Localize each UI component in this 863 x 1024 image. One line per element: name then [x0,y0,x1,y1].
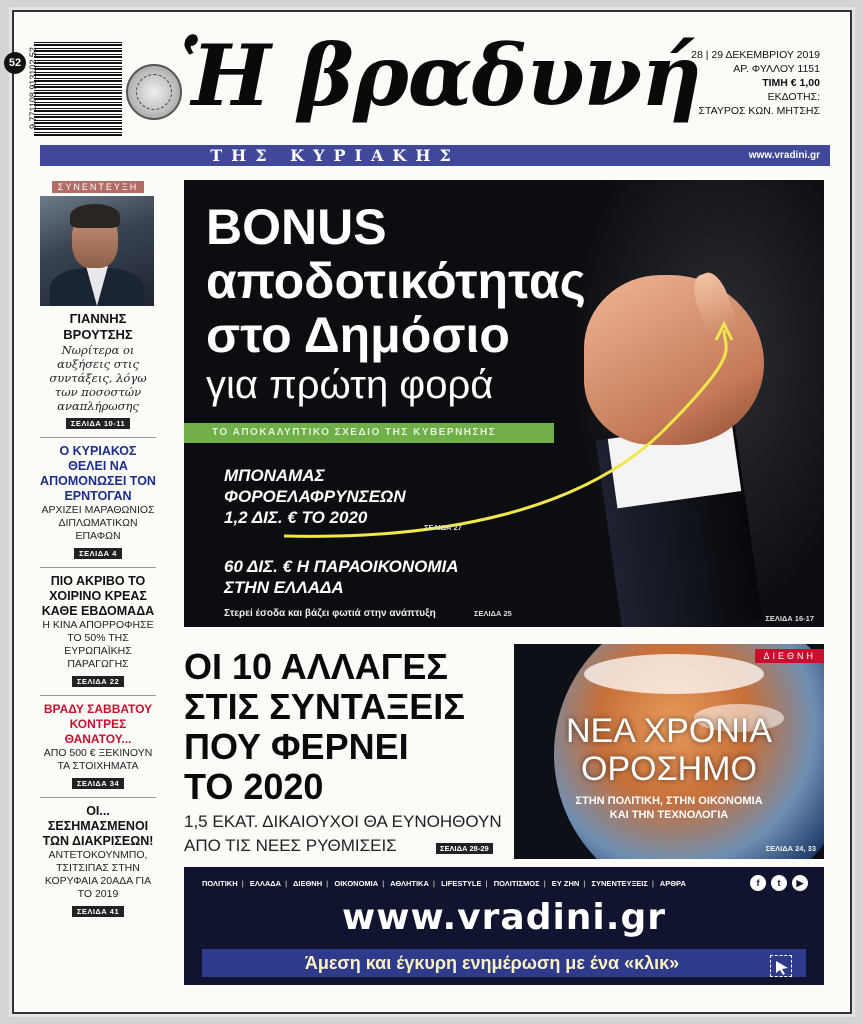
lead-headline-line: BONUS [206,199,387,255]
subheadline-line: ΑΠΟ ΤΙΣ ΝΕΕΣ ΡΥΘΜΙΣΕΙΣ [184,836,397,855]
cursor-click-icon [770,955,792,977]
lead-headline-line: στο Δημόσιο [206,307,510,363]
newspaper-page [8,10,852,1014]
divider [40,567,156,568]
headline-line: ΟΡΟΣΗΜΟ [581,750,757,788]
interview-portrait [40,196,154,306]
page-ref: ΣΕΛΙΔΑ 4 [74,548,122,559]
nav-item-arthra[interactable]: ΑΡΘΡΑ [659,879,686,888]
social-icons [750,875,808,891]
footer-nav: ΠΟΛΙΤΙΚΗ | ΕΛΛΑΔΑ | ΔΙΕΘΝΗ | ΟΙΚΟΝΟΜΙΑ | ΑΘΛΗΤΙΚΑ | LIFESTYLE | ΠΟΛΙΤΙΣΜΟΣ | ΕΥ ΖΗΝ | ΣΥΝΕΝΤΕΥΞΕΙΣ | ΑΡΘΡΑ [202,879,686,888]
footer-tagline: Άμεση και έγκυρη ενημέρωση με ένα «κλικ» [304,953,680,973]
issue-badge: 52 [4,52,26,74]
page-ref: ΣΕΛΙΔΑ 28-29 [436,843,493,854]
page-ref: ΣΕΛΙΔΑ 16-17 [765,614,814,623]
publisher-label: ΕΚΔΟΤΗΣ: [767,91,820,103]
sidebar-story[interactable] [40,702,156,791]
interview-name-first: ΓΙΑΝΝΗΣ [69,311,127,326]
page-ref: ΣΕΛΙΔΑ 25 [474,609,512,618]
nav-item-oikonomia[interactable]: ΟΙΚΟΝΟΜΙΑ [334,879,379,888]
subitem-line: 60 ΔΙΣ. € Η ΠΑΡΑΟΙΚΟΝΟΜΙΑ [224,557,459,576]
seal-logo-icon [126,64,182,120]
story-headline: ΟΙ... ΣΕΣΗΜΑΣΜΕΝΟΙ ΤΩΝ ΔΙΑΚΡΙΣΕΩΝ! [42,804,154,848]
page-ref: ΣΕΛΙΔΑ 24, 33 [765,844,816,853]
sidebar-story[interactable] [40,574,156,689]
lead-subitem-3: Στερεί έσοδα και βάζει φωτιά στην ανάπτυξη [224,608,436,619]
masthead-title: Ἡ βραδυνή [179,26,702,125]
sidebar [40,177,156,925]
barcode [34,40,122,136]
story-text: ΑΡΧΙΖΕΙ ΜΑΡΑΘΩΝΙΟΣ ΔΙΠΛΩΜΑΤΙΚΩΝ ΕΠΑΦΩΝ [41,504,155,542]
lead-kicker: ΤΟ ΑΠΟΚΑΛΥΠΤΙΚΟ ΣΧΕΔΙΟ ΤΗΣ ΚΥΒΕΡΝΗΣΗΣ [212,427,497,438]
headline-line: ΣΤΙΣ ΣΥΝΤΑΞΕΙΣ [184,686,465,727]
international-story[interactable] [514,644,824,859]
nav-item-diethni[interactable]: ΔΙΕΘΝΗ [293,879,323,888]
headline-line: ΤΟ 2020 [184,766,324,807]
nav-item-ey-zin[interactable]: ΕΥ ΖΗΝ [551,879,580,888]
page-ref: ΣΕΛΙΔΑ 10-11 [66,418,130,429]
page-ref: ΣΕΛΙΔΑ 27 [424,523,462,532]
issue-price: ΤΙΜΗ € 1,00 [762,77,820,89]
story-text: ΑΠΟ 500 € ΞΕΚΙΝΟΥΝ ΤΑ ΣΤΟΙΧΗΜΑΤΑ [43,747,153,772]
lead-story[interactable] [184,180,824,627]
section-tag: ΔΙΕΘΝΗ [755,649,824,663]
story-headline: Ο ΚΥΡΙΑΚΟΣ ΘΕΛΕΙ ΝΑ ΑΠΟΜΟΝΩΣΕΙ ΤΟΝ ΕΡΝΤΟΓΑΝ [40,444,156,503]
interview-item[interactable] [40,177,156,431]
nav-item-politismos[interactable]: ΠΟΛΙΤΙΣΜΟΣ [493,879,540,888]
page-ref: ΣΕΛΙΔΑ 41 [72,906,124,917]
subitem-line: ΦΟΡΟΕΛΑΦΡΥΝΣΕΩΝ [224,487,406,506]
international-subheadline [514,794,824,822]
lead-subheadline: για πρώτη φορά [206,363,494,407]
issue-number: ΑΡ. ΦΥΛΛΟΥ 1151 [733,63,820,75]
nav-item-synenteykseis[interactable]: ΣΥΝΕΝΤΕΥΞΕΙΣ [591,879,648,888]
barcode-number: 9 771108 913102 52 [28,47,38,129]
publisher-name: ΣΤΑΥΡΟΣ ΚΩΝ. ΜΗΤΣΗΣ [698,105,820,117]
lead-headline [206,200,586,362]
nav-item-ellada[interactable]: ΕΛΛΑΔΑ [249,879,282,888]
twitter-icon[interactable]: t [771,875,787,891]
issue-date: 28 | 29 ΔΕΚΕΜΒΡΙΟΥ 2019 [691,49,820,61]
sidebar-story[interactable] [40,444,156,561]
pensions-headline[interactable] [184,647,514,807]
youtube-icon[interactable]: ▶ [792,875,808,891]
sidebar-story[interactable] [40,804,156,919]
lead-subitem-2 [224,556,459,598]
interview-name-last: ΒΡΟΥΤΣΗΣ [63,327,133,342]
story-headline: ΠΙΟ ΑΚΡΙΒΟ ΤΟ ΧΟΙΡΙΝΟ ΚΡΕΑΣ ΚΑΘΕ ΕΒΔΟΜΑΔΑ [41,574,155,618]
cloud [584,654,764,694]
divider [40,437,156,438]
story-text: Η ΚΙΝΑ ΑΠΟΡΡΟΦΗΣΕ ΤΟ 50% ΤΗΣ ΕΥΡΩΠΑΪΚΗΣ ΠΑΡΑΓΩΓΗΣ [42,619,154,670]
divider [40,695,156,696]
subitem-line: ΜΠΟΝΑΜΑΣ [224,466,325,485]
page-ref: ΣΕΛΙΔΑ 22 [72,676,124,687]
subheadline-line: 1,5 ΕΚΑΤ. ΔΙΚΑΙΟΥΧΟΙ ΘΑ ΕΥΝΟΗΘΟΥΝ [184,812,502,831]
story-text: ΑΝΤΕΤΟΚΟΥΝΜΠΟ, ΤΣΙΤΣΙΠΑΣ ΣΤΗΝ ΚΟΡΥΦΑΙΑ 20ΑΔΑ ΓΙΑ ΤΟ 2019 [44,849,152,900]
headline-line: ΝΕΑ ΧΡΟΝΙΑ [566,712,772,750]
subheadline-line: ΣΤΗΝ ΠΟΛΙΤΙΚΗ, ΣΤΗΝ ΟΙΚΟΝΟΜΙΑ [575,795,763,807]
issue-meta [691,48,820,118]
facebook-icon[interactable]: f [750,875,766,891]
subitem-line: 1,2 ΔΙΣ. € ΤΟ 2020 [224,508,368,527]
story-headline: ΒΡΑΔΥ ΣΑΒΒΑΤΟΥ ΚΟΝΤΡΕΣ ΘΑΝΑΤΟΥ... [43,702,153,746]
subheadline-line: ΚΑΙ ΤΗΝ ΤΕΧΝΟΛΟΓΙΑ [609,809,729,821]
nav-item-politiki[interactable]: ΠΟΛΙΤΙΚΗ [202,879,238,888]
website-link[interactable]: www.vradini.gr [748,150,820,161]
footer-banner [184,867,824,985]
international-headline [514,712,824,788]
headline-line: ΠΟΥ ΦΕΡΝΕΙ [184,726,409,767]
interview-desc: Νωρίτερα οι αυξήσεις στις συντάξεις, λόγω των ποσοστών αναπλήρωσης [49,343,147,413]
headline-line: ΟΙ 10 ΑΛΛΑΓΕΣ [184,646,448,687]
masthead-subtitle: ΤΗΣ ΚΥΡΙΑΚΗΣ [210,146,460,165]
interview-tag: ΣΥΝΕΝΤΕΥΞΗ [52,181,144,193]
page-ref: ΣΕΛΙΔΑ 34 [72,778,124,789]
subitem-line: ΣΤΗΝ ΕΛΛΑΔΑ [224,578,344,597]
nav-item-athlitika[interactable]: ΑΘΛΗΤΙΚΑ [390,879,429,888]
lead-subitem-1 [224,465,406,528]
divider [40,797,156,798]
lead-headline-line: αποδοτικότητας [206,253,586,309]
nav-item-lifestyle[interactable]: LIFESTYLE [441,879,482,888]
footer-website[interactable]: www.vradini.gr [342,897,666,938]
